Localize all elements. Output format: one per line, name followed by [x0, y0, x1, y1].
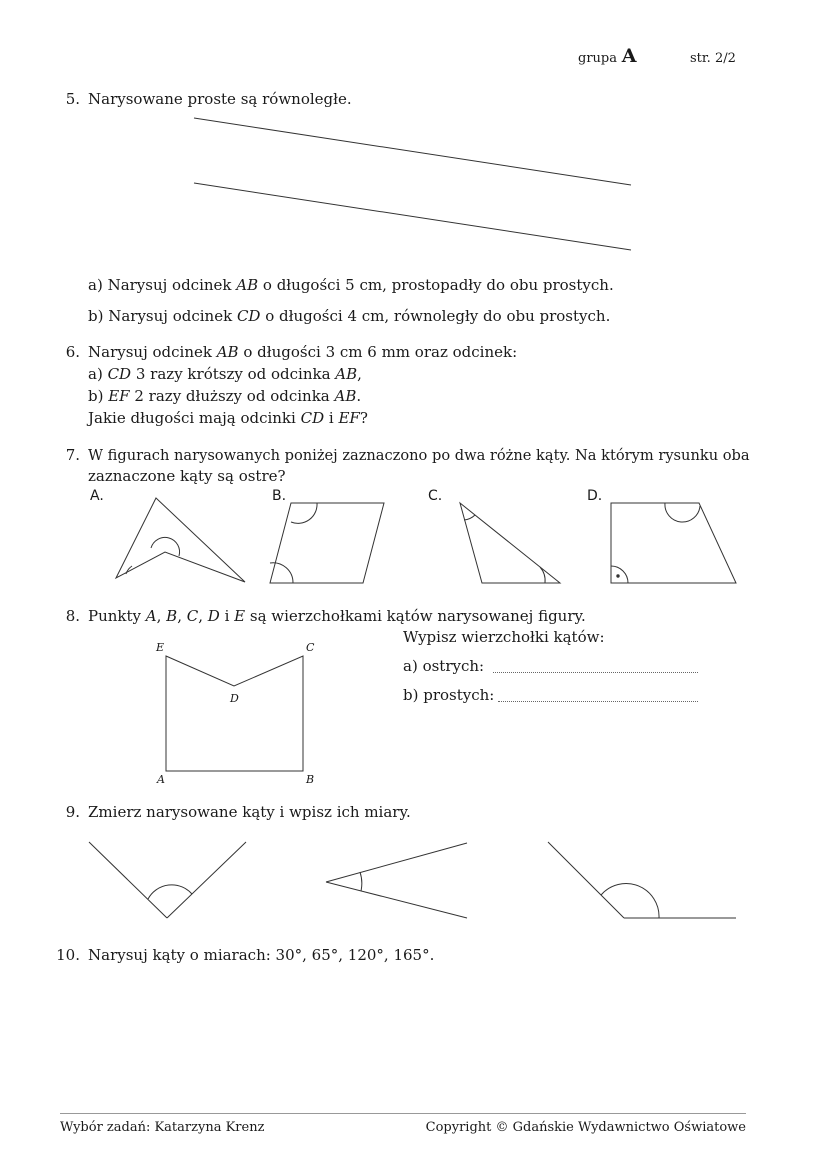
q8-e: E — [234, 607, 246, 625]
q5-a-seg: AB — [236, 276, 259, 294]
q6-l3-post: . — [356, 387, 362, 405]
q10-text: Narysuj kąty o miarach: 30°, 65°, 120°, 165°. — [88, 946, 435, 964]
q6-l2-pre: a) — [88, 365, 108, 383]
angle-1 — [89, 842, 246, 918]
q8-d: D — [207, 607, 220, 625]
q5-b-seg: CD — [236, 307, 261, 325]
footer-right: Copyright © Gdańskie Wydawnictwo Oświatowe — [425, 1120, 746, 1135]
vertex-d: D — [230, 692, 239, 705]
vertex-a: A — [157, 773, 165, 786]
q6-l3-seg2: AB — [334, 387, 357, 405]
q6-l3-seg: EF — [108, 387, 130, 405]
q6-l2-seg2: AB — [335, 365, 358, 383]
q8-right-label: b) prostych: — [403, 686, 495, 704]
q9-text: Zmierz narysowane kąty i wpisz ich miary. — [88, 803, 411, 821]
q8-c: C — [186, 607, 199, 625]
q5-a-pre: a) Narysuj odcinek — [88, 276, 237, 294]
q6-l3-mid: 2 razy dłuższy od odcinka — [129, 387, 335, 405]
q6-l1-post: o długości 3 cm 6 mm oraz odcinek: — [238, 343, 518, 361]
q7-option-b: B. — [272, 488, 287, 504]
q7-option-c: C. — [428, 488, 443, 504]
q6-number: 6. — [65, 343, 80, 361]
angle-2 — [326, 843, 467, 918]
vertex-c: C — [306, 641, 315, 654]
q6-l3-pre: b) — [88, 387, 109, 405]
q8-prompt: Wypisz wierzchołki kątów: — [403, 628, 605, 646]
q9-number: 9. — [65, 803, 80, 821]
angle-3 — [548, 842, 736, 918]
q7-option-d: D. — [587, 488, 603, 504]
q6-l4-seg2: EF — [338, 409, 360, 427]
vertex-b: B — [306, 773, 315, 786]
q7-number: 7. — [65, 446, 80, 464]
q7-line2: zaznaczone kąty są ostre? — [88, 467, 286, 485]
q6-l1-pre: Narysuj odcinek — [88, 343, 217, 361]
q5-number: 5. — [65, 90, 80, 108]
group-letter: A — [621, 45, 637, 67]
q7-option-a: A. — [90, 488, 104, 504]
q8-and: i — [219, 607, 235, 625]
q8-sep2: , — [177, 607, 187, 625]
q5-a-post: o długości 5 cm, prostopadły do obu prostych. — [258, 276, 614, 294]
q10-number: 10. — [56, 946, 80, 964]
q6-l4-mid: i — [324, 409, 339, 427]
q8-acute-label: a) ostrych: — [403, 657, 485, 675]
q8-sep3: , — [198, 607, 208, 625]
q6-l4-post: ? — [359, 409, 368, 427]
q5-b-pre: b) Narysuj odcinek — [88, 307, 237, 325]
q6-l4-seg: CD — [300, 409, 325, 427]
q6-l2-mid: 3 razy krótszy od odcinka — [131, 365, 336, 383]
q7-line1: W figurach narysowanych poniżej zaznaczono po dwa różne kąty. Na którym rysunku oba — [88, 447, 750, 464]
group-prefix: grupa — [578, 51, 617, 66]
q8-b: B — [166, 607, 178, 625]
q8-pre: Punkty — [88, 607, 146, 625]
vertex-e: E — [156, 641, 165, 654]
q6-l2-seg: CD — [107, 365, 132, 383]
q6-l4-pre: Jakie długości mają odcinki — [88, 409, 301, 427]
q8-post: są wierzchołkami kątów narysowanej figury. — [245, 607, 586, 625]
q5-text: Narysowane proste są równoległe. — [88, 90, 352, 108]
q5-b-post: o długości 4 cm, równoległy do obu prostych. — [260, 307, 611, 325]
q6-l1-seg: AB — [216, 343, 239, 361]
q6-l2-post: , — [357, 365, 362, 383]
page-number: str. 2/2 — [690, 51, 736, 66]
q8-number: 8. — [65, 607, 80, 625]
q8-a: A — [145, 607, 157, 625]
footer-rule — [60, 1113, 746, 1114]
footer-left: Wybór zadań: Katarzyna Krenz — [60, 1120, 265, 1135]
q8-sep1: , — [156, 607, 167, 625]
